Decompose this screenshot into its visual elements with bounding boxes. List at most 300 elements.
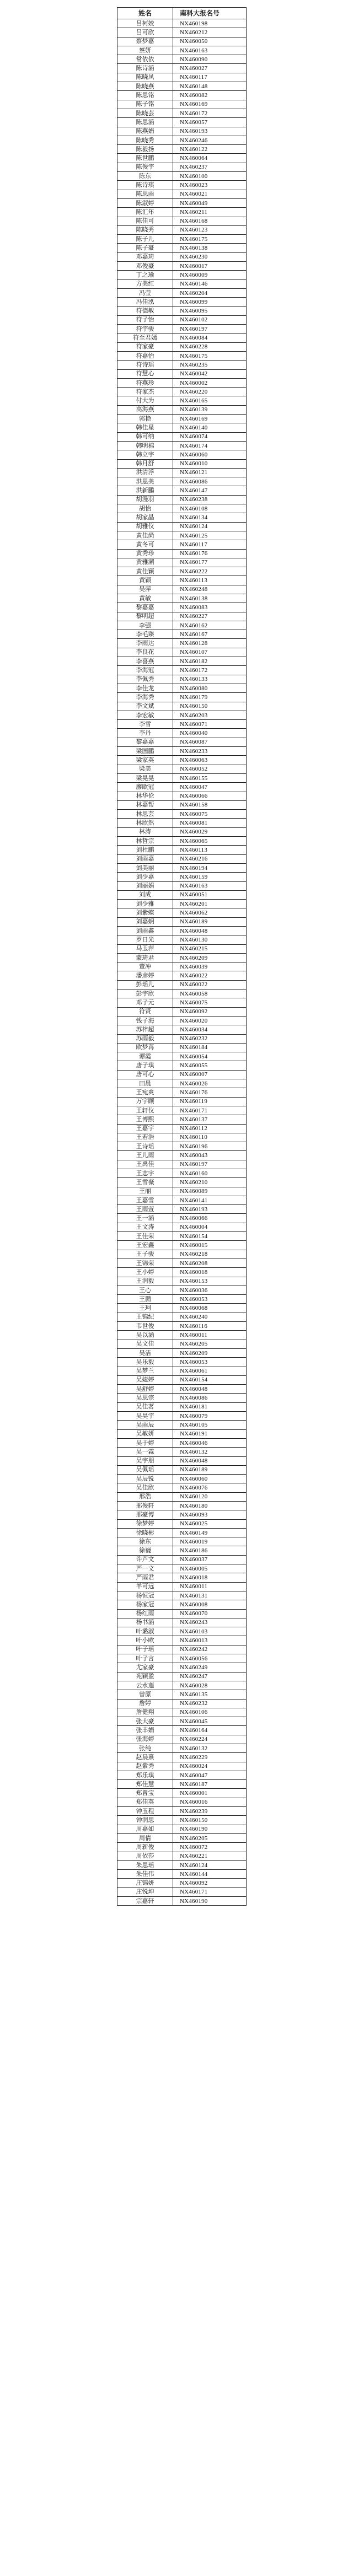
registration-number: NX460064 [173, 154, 247, 163]
registration-number: NX460106 [173, 1708, 247, 1717]
student-name: 冯佳泓 [117, 298, 173, 306]
registration-number: NX460072 [173, 1843, 247, 1852]
table-row [117, 1465, 247, 1474]
student-name: 王子骏 [117, 1250, 173, 1259]
student-name: 唐子琪 [117, 1061, 173, 1070]
student-name: 黎嘉嘉 [117, 603, 173, 612]
table-row [117, 1214, 247, 1223]
student-name: 吴敏妍 [117, 1429, 173, 1438]
table-row [117, 1412, 247, 1421]
student-name: 吴梦兰 [117, 1367, 173, 1375]
table-row [117, 64, 247, 73]
student-name: 赵晨熹 [117, 1753, 173, 1762]
registration-number: NX460150 [173, 1816, 247, 1825]
student-name: 陈思涵 [117, 118, 173, 127]
table-row [117, 1097, 247, 1106]
table-row [117, 1501, 247, 1510]
student-name: 刘紫蝶 [117, 908, 173, 917]
student-name: 符家杰 [117, 388, 173, 396]
student-name: 王丽 [117, 1187, 173, 1196]
table-row [117, 729, 247, 738]
registration-number: NX460216 [173, 854, 247, 863]
student-name: 吴昊宇 [117, 1412, 173, 1421]
table-row [117, 684, 247, 692]
student-name: 梁国鹏 [117, 747, 173, 756]
registration-number: NX460247 [173, 1672, 247, 1681]
registration-number: NX460230 [173, 252, 247, 261]
table-row [117, 298, 247, 306]
student-name: 李佩秀 [117, 675, 173, 684]
table-row [117, 1717, 247, 1726]
student-name: 董冲 [117, 962, 173, 971]
registration-number: NX460037 [173, 1555, 247, 1564]
registration-number: NX460180 [173, 1501, 247, 1510]
table-row [117, 342, 247, 351]
table-row [117, 1394, 247, 1402]
student-name: 王禹佳 [117, 1160, 173, 1169]
table-row [117, 1133, 247, 1142]
registration-number: NX460122 [173, 145, 247, 154]
table-row [117, 837, 247, 846]
table-row [117, 576, 247, 585]
registration-number: NX460062 [173, 908, 247, 917]
table-row [117, 792, 247, 800]
registration-number: NX460164 [173, 1726, 247, 1735]
table-row [117, 756, 247, 765]
student-name: 方美红 [117, 279, 173, 288]
table-row [117, 1358, 247, 1367]
table-row [117, 854, 247, 863]
table-row [117, 46, 247, 55]
student-name: 吕柯姣 [117, 19, 173, 28]
table-row [117, 1771, 247, 1779]
student-name: 叶小欧 [117, 1636, 173, 1645]
registration-number: NX460102 [173, 315, 247, 324]
table-row [117, 325, 247, 334]
registration-number: NX460227 [173, 612, 247, 621]
table-row [117, 1169, 247, 1178]
student-name: 王一涵 [117, 1214, 173, 1223]
table-row [117, 306, 247, 315]
registration-number: NX460139 [173, 405, 247, 414]
table-row [117, 450, 247, 459]
table-row [117, 1897, 247, 1906]
student-name: 王志宇 [117, 1169, 173, 1178]
student-name: 周倩 [117, 1833, 173, 1842]
registration-number: NX460029 [173, 827, 247, 836]
table-row [117, 783, 247, 792]
registration-number: NX460108 [173, 504, 247, 513]
table-row [117, 765, 247, 773]
table-row [117, 1753, 247, 1762]
table-row [117, 890, 247, 899]
registration-number: NX460144 [173, 1870, 247, 1879]
table-row [117, 738, 247, 746]
table-row [117, 1645, 247, 1654]
student-name: 符家豪 [117, 342, 173, 351]
table-row [117, 1456, 247, 1465]
student-name: 钱子海 [117, 1016, 173, 1025]
student-name: 韩可纳 [117, 432, 173, 441]
student-name: 林思芸 [117, 810, 173, 819]
registration-number: NX460052 [173, 765, 247, 773]
table-row [117, 369, 247, 378]
registration-number: NX460023 [173, 181, 247, 190]
registration-number: NX460203 [173, 711, 247, 719]
student-name: 符嘉怡 [117, 351, 173, 360]
table-row [117, 235, 247, 244]
table-row [117, 1448, 247, 1456]
table-row [117, 459, 247, 468]
registration-number: NX460055 [173, 1061, 247, 1070]
table-body [117, 19, 247, 1906]
table-row [117, 19, 247, 28]
registration-number: NX460002 [173, 378, 247, 387]
student-name: 刘少嘉 [117, 873, 173, 881]
student-name: 王若浩 [117, 1133, 173, 1142]
table-row [117, 1421, 247, 1429]
registration-number: NX460147 [173, 486, 247, 495]
registration-number: NX460048 [173, 926, 247, 935]
table-row [117, 1142, 247, 1151]
table-row [117, 1277, 247, 1286]
student-name: 苏梓超 [117, 1025, 173, 1034]
registration-number: NX460013 [173, 1636, 247, 1645]
student-name: 邓俊豪 [117, 262, 173, 271]
student-name: 刘丽娟 [117, 881, 173, 890]
table-row [117, 1519, 247, 1528]
registration-number: NX460193 [173, 127, 247, 136]
registration-number: NX460165 [173, 396, 247, 405]
student-name: 郑佳慧 [117, 1780, 173, 1789]
table-row [117, 1106, 247, 1115]
registration-number: NX460071 [173, 720, 247, 729]
table-header-row [117, 8, 247, 19]
registration-number: NX460123 [173, 225, 247, 234]
registration-number: NX460176 [173, 549, 247, 558]
registration-number: NX460194 [173, 863, 247, 872]
table-row [117, 953, 247, 962]
table-row [117, 1438, 247, 1447]
table-row [117, 908, 247, 917]
table-row [117, 181, 247, 190]
table-row [117, 971, 247, 980]
table-row [117, 648, 247, 657]
registration-number: NX460068 [173, 1304, 247, 1313]
student-name: 吴洁 [117, 1348, 173, 1357]
registration-number: NX460171 [173, 1106, 247, 1115]
student-name: 王宛爽 [117, 1088, 173, 1097]
student-name: 王锦荣 [117, 1259, 173, 1267]
registration-number: NX460011 [173, 1582, 247, 1591]
table-row [117, 55, 247, 64]
registration-number: NX460238 [173, 495, 247, 504]
student-name: 周新俊 [117, 1843, 173, 1852]
registration-number: NX460220 [173, 388, 247, 396]
student-name: 洪思美 [117, 477, 173, 486]
student-name: 吴思宗 [117, 1394, 173, 1402]
registration-number: NX460066 [173, 792, 247, 800]
student-name: 王鹏 [117, 1295, 173, 1304]
table-row [117, 1331, 247, 1340]
registration-number: NX460190 [173, 1825, 247, 1833]
registration-number: NX460058 [173, 989, 247, 998]
registration-number: NX460137 [173, 1115, 247, 1124]
table-row [117, 1564, 247, 1573]
registration-number: NX460150 [173, 702, 247, 711]
registration-number: NX460061 [173, 1367, 247, 1375]
table-row [117, 693, 247, 702]
registration-number: NX460169 [173, 415, 247, 423]
table-row [117, 1304, 247, 1313]
student-name: 张纯 [117, 1744, 173, 1753]
registration-number: NX460197 [173, 325, 247, 334]
student-name: 蒙琦君 [117, 953, 173, 962]
table-row [117, 962, 247, 971]
registration-number: NX460089 [173, 1187, 247, 1196]
student-name: 王润毅 [117, 1277, 173, 1286]
table-row [117, 800, 247, 809]
student-name: 刘雨嘉 [117, 854, 173, 863]
student-name: 吴于婷 [117, 1438, 173, 1447]
table-row [117, 827, 247, 836]
student-name: 符至君嫣 [117, 334, 173, 342]
student-name: 吴文佳 [117, 1340, 173, 1348]
table-row [117, 998, 247, 1007]
table-row [117, 1295, 247, 1304]
registration-number: NX460172 [173, 109, 247, 117]
table-row [117, 1663, 247, 1672]
table-row [117, 1618, 247, 1627]
student-name: 王雨萱 [117, 1205, 173, 1214]
student-name: 陈诗涵 [117, 64, 173, 73]
table-row [117, 100, 247, 109]
student-name: 叶子言 [117, 1654, 173, 1663]
student-name: 郑曾宝 [117, 1789, 173, 1798]
table-row [117, 127, 247, 136]
table-row [117, 1061, 247, 1070]
student-name: 羊可远 [117, 1582, 173, 1591]
registration-number: NX460028 [173, 1681, 247, 1690]
registration-number: NX460075 [173, 810, 247, 819]
student-name: 吴以涵 [117, 1331, 173, 1340]
student-name: 李宏敏 [117, 711, 173, 719]
student-name: 常依依 [117, 55, 173, 64]
registration-number: NX460176 [173, 1088, 247, 1097]
registration-number: NX460079 [173, 1412, 247, 1421]
registration-number: NX460186 [173, 1546, 247, 1555]
registration-number: NX460049 [173, 198, 247, 207]
table-row [117, 1151, 247, 1160]
student-name: 胡雅仪 [117, 522, 173, 531]
table-row [117, 1187, 247, 1196]
registration-number: NX460047 [173, 783, 247, 792]
student-name: 唐可心 [117, 1070, 173, 1079]
table-row [117, 1322, 247, 1331]
student-name: 钟润思 [117, 1816, 173, 1825]
student-name: 赵紫秀 [117, 1762, 173, 1771]
registration-number: NX460131 [173, 1591, 247, 1600]
table-row [117, 1178, 247, 1187]
table-row [117, 1744, 247, 1753]
student-name: 彭宇欣 [117, 989, 173, 998]
registration-number: NX460065 [173, 837, 247, 846]
student-name: 林哲宗 [117, 837, 173, 846]
registration-number: NX460034 [173, 1025, 247, 1034]
table-row [117, 989, 247, 998]
student-name: 李雪 [117, 720, 173, 729]
table-row [117, 1475, 247, 1483]
table-row [117, 109, 247, 117]
registration-number: NX460057 [173, 118, 247, 127]
registration-number: NX460168 [173, 217, 247, 225]
student-name: 李喜燕 [117, 657, 173, 666]
student-name: 曾原 [117, 1690, 173, 1699]
student-name: 吴佳欣 [117, 1483, 173, 1492]
student-name: 陈晓秀 [117, 225, 173, 234]
student-name: 符慧心 [117, 369, 173, 378]
table-row [117, 118, 247, 127]
registration-number: NX460005 [173, 1564, 247, 1573]
registration-number: NX460018 [173, 1268, 247, 1277]
registration-number: NX460007 [173, 1070, 247, 1079]
registration-number: NX460083 [173, 603, 247, 612]
registration-number: NX460160 [173, 1169, 247, 1178]
table-row [117, 28, 247, 37]
registration-number: NX460215 [173, 944, 247, 953]
student-name: 黄秀珍 [117, 549, 173, 558]
table-row [117, 432, 247, 441]
student-name: 王儿雨 [117, 1151, 173, 1160]
registration-number: NX460121 [173, 468, 247, 477]
table-row [117, 1735, 247, 1744]
header-registration-number: 南科大报名号 [173, 8, 247, 19]
student-name: 李海冠 [117, 666, 173, 675]
student-name: 叶璐淑 [117, 1627, 173, 1636]
table-row [117, 1510, 247, 1519]
registration-number: NX460053 [173, 1358, 247, 1367]
table-row [117, 1429, 247, 1438]
table-row [117, 935, 247, 944]
registration-number: NX460017 [173, 262, 247, 271]
student-name: 陈佳可 [117, 217, 173, 225]
registration-number: NX460211 [173, 208, 247, 217]
student-name: 张丰娟 [117, 1726, 173, 1735]
student-name: 吴佩瑶 [117, 1465, 173, 1474]
registration-number: NX460177 [173, 558, 247, 567]
student-name: 廖欧冠 [117, 783, 173, 792]
table-row [117, 468, 247, 477]
registration-number: NX460018 [173, 1573, 247, 1582]
student-name: 黎嘉嘉 [117, 738, 173, 746]
registration-number: NX460119 [173, 1097, 247, 1106]
registration-number: NX460113 [173, 846, 247, 854]
registration-number: NX460179 [173, 693, 247, 702]
table-row [117, 225, 247, 234]
table-row [117, 1860, 247, 1869]
table-row [117, 334, 247, 342]
student-name: 朱佳伟 [117, 1870, 173, 1879]
registration-number: NX460075 [173, 998, 247, 1007]
table-row [117, 1798, 247, 1806]
table-row [117, 522, 247, 531]
table-row [117, 1546, 247, 1555]
table-row [117, 1492, 247, 1501]
registration-number: NX460090 [173, 55, 247, 64]
student-name: 符诗瑶 [117, 361, 173, 369]
student-name: 李良花 [117, 648, 173, 657]
student-name: 黄冬可 [117, 540, 173, 549]
table-row [117, 1825, 247, 1833]
student-name: 尤家豪 [117, 1663, 173, 1672]
table-row [117, 190, 247, 198]
registration-number: NX460197 [173, 1160, 247, 1169]
table-row [117, 621, 247, 630]
registration-number: NX460146 [173, 279, 247, 288]
student-name: 徐梦婷 [117, 1519, 173, 1528]
table-row [117, 477, 247, 486]
table-row [117, 172, 247, 181]
registration-number: NX460021 [173, 190, 247, 198]
registration-number: NX460208 [173, 1259, 247, 1267]
registration-number: NX460105 [173, 1421, 247, 1429]
registration-number: NX460024 [173, 1762, 247, 1771]
table-row [117, 396, 247, 405]
registration-number: NX460154 [173, 1232, 247, 1241]
student-name: 罗日光 [117, 935, 173, 944]
student-name: 刘嘉娴 [117, 917, 173, 926]
student-name: 洪清浮 [117, 468, 173, 477]
registration-number: NX460235 [173, 361, 247, 369]
table-row [117, 603, 247, 612]
registration-number: NX460191 [173, 1429, 247, 1438]
student-name: 胡漫羽 [117, 495, 173, 504]
registration-number: NX460187 [173, 1780, 247, 1789]
table-row [117, 1232, 247, 1241]
registration-number: NX460048 [173, 1456, 247, 1465]
registration-number: NX460148 [173, 82, 247, 91]
registration-number: NX460190 [173, 1897, 247, 1906]
student-name: 张大豪 [117, 1717, 173, 1726]
table-row [117, 1555, 247, 1564]
student-name: 梁美 [117, 765, 173, 773]
student-name: 吴舒婷 [117, 1385, 173, 1394]
student-name: 吕可欣 [117, 28, 173, 37]
registration-number: NX460162 [173, 621, 247, 630]
student-name: 王雪薇 [117, 1178, 173, 1187]
registration-number: NX460082 [173, 91, 247, 100]
registration-number: NX460175 [173, 235, 247, 244]
registration-number: NX460110 [173, 1133, 247, 1142]
registration-number: NX460171 [173, 1887, 247, 1896]
registration-number: NX460074 [173, 432, 247, 441]
student-name: 韩佳星 [117, 423, 173, 432]
student-name: 洪新鹏 [117, 486, 173, 495]
table-row [117, 1124, 247, 1133]
table-row [117, 513, 247, 522]
registration-number: NX460113 [173, 576, 247, 585]
student-name: 杨书涵 [117, 1618, 173, 1627]
student-name: 黄雅潮 [117, 558, 173, 567]
student-name: 吴乐毅 [117, 1358, 173, 1367]
table-row [117, 1807, 247, 1816]
registration-number: NX460112 [173, 1124, 247, 1133]
table-row [117, 504, 247, 513]
registration-number: NX460196 [173, 1142, 247, 1151]
registration-number: NX460182 [173, 657, 247, 666]
table-row [117, 351, 247, 360]
registration-number: NX460022 [173, 971, 247, 980]
